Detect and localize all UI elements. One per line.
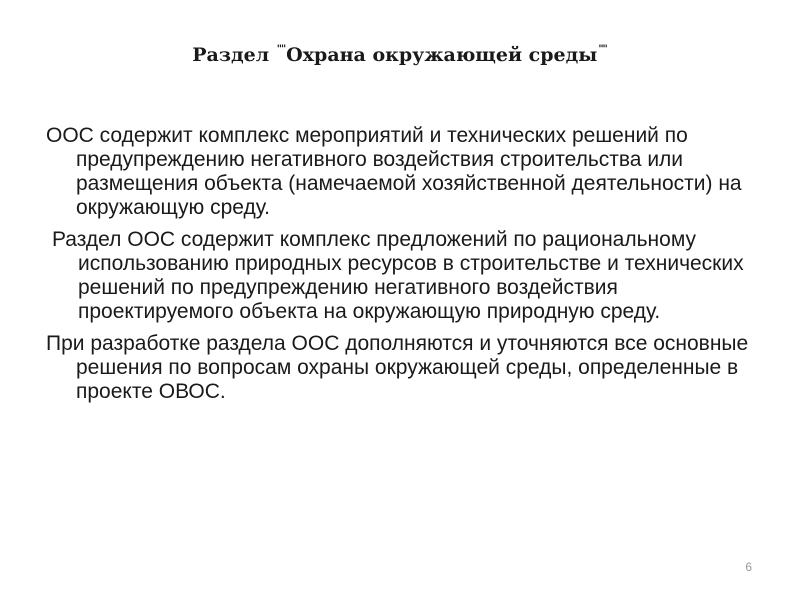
- title-prefix: Раздел: [192, 44, 276, 66]
- paragraph-oos-proposals: Раздел ООС содержит комплекс предложений по рациональному использованию природных ресурсов в строительстве и технических решений по предупреждению негативного воздействия проектируемого объекта на окружающую природную среду.: [52, 228, 744, 323]
- slide-title: [0, 36, 800, 69]
- paragraph-oos-development: При разработке раздела ООС дополняются и уточняются все основные решения по вопросам охраны окружающей среды, определенные в проекте ОВОС.: [46, 332, 749, 403]
- title-open-quote: "": [276, 44, 286, 55]
- paragraph-oos-definition: ООС содержит комплекс мероприятий и технических решений по предупреждению негативного воздействия строительства или размещения объекта (намечаемой хозяйственной деятельности) на окружающую среду.: [46, 124, 742, 219]
- slide-body: [46, 124, 766, 412]
- page-number: 6: [745, 560, 752, 574]
- title-close-quote: "": [598, 44, 607, 55]
- title-main: Охрана окружающей среды: [286, 44, 598, 66]
